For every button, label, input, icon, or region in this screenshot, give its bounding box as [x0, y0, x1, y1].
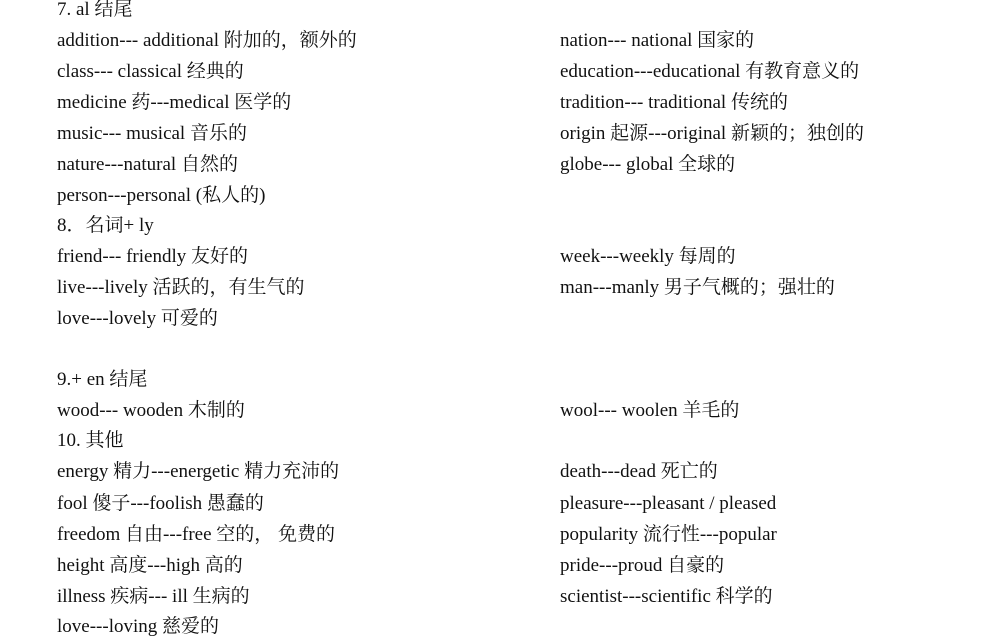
section-7-heading: 7. al 结尾: [57, 0, 133, 20]
s9-row-1-right: wool--- woolen 羊毛的: [560, 400, 740, 421]
s7-row-5-right: globe--- global 全球的: [560, 154, 736, 175]
s7-row-1-right: nation--- national 国家的: [560, 30, 755, 51]
s7-row-3-right: tradition--- traditional 传统的: [560, 92, 788, 113]
s7-row-6-left: person---personal (私人的): [57, 185, 266, 206]
s10-row-2-right: pleasure---pleasant / pleased: [560, 493, 777, 514]
s10-row-3-right: popularity 流行性---popular: [560, 524, 777, 545]
section-8-heading: 8．名词+ ly: [57, 215, 154, 236]
s7-row-2-left: class--- classical 经典的: [57, 61, 244, 82]
s10-row-4-right: pride---proud 自豪的: [560, 555, 725, 576]
s7-row-5-left: nature---natural 自然的: [57, 154, 238, 175]
s10-row-1-left: energy 精力---energetic 精力充沛的: [57, 461, 340, 482]
s10-row-5-right: scientist---scientific 科学的: [560, 586, 773, 607]
s10-row-1-right: death---dead 死亡的: [560, 461, 718, 482]
s7-row-4-right: origin 起源---original 新颖的；独创的: [560, 123, 864, 144]
s10-row-4-left: height 高度---high 高的: [57, 555, 243, 576]
s8-row-1-right: week---weekly 每周的: [560, 246, 736, 267]
s7-row-3-left: medicine 药---medical 医学的: [57, 92, 292, 113]
s8-row-3-left: love---lovely 可爱的: [57, 308, 218, 329]
s10-row-3-left: freedom 自由---free 空的， 免费的: [57, 524, 336, 545]
s10-row-6-left: love---loving 慈爱的: [57, 616, 220, 637]
s7-row-2-right: education---educational 有教育意义的: [560, 61, 860, 82]
section-9-heading: 9.+ en 结尾: [57, 369, 148, 390]
section-10-heading: 10. 其他: [57, 430, 124, 451]
s7-row-4-left: music--- musical 音乐的: [57, 123, 247, 144]
s8-row-2-right: man---manly 男子气概的；强壮的: [560, 277, 835, 298]
s10-row-5-left: illness 疾病--- ill 生病的: [57, 586, 250, 607]
s9-row-1-left: wood--- wooden 木制的: [57, 400, 245, 421]
s10-row-2-left: fool 傻子---foolish 愚蠢的: [57, 493, 264, 514]
s8-row-1-left: friend--- friendly 友好的: [57, 246, 248, 267]
s8-row-2-left: live---lively 活跃的，有生气的: [57, 277, 305, 298]
s7-row-1-left: addition--- additional 附加的，额外的: [57, 30, 357, 51]
